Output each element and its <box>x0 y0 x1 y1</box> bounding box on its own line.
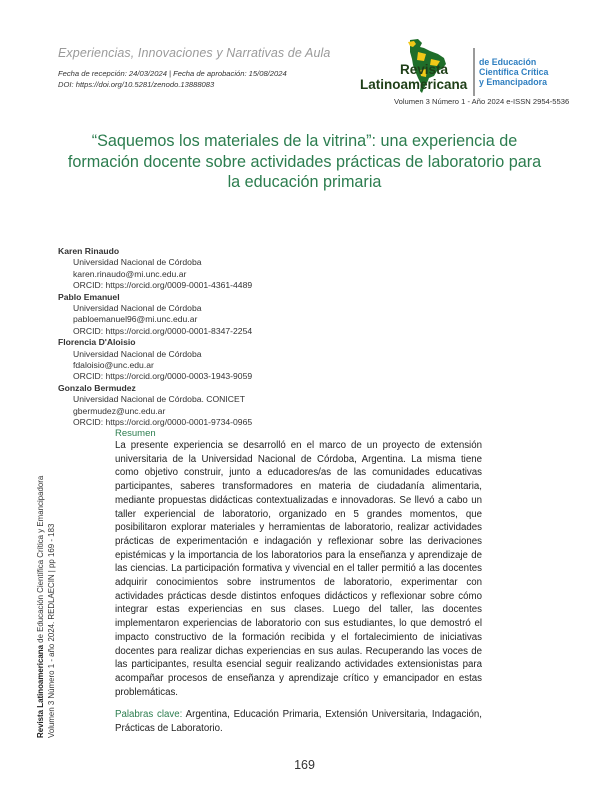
author-name: Pablo Emanuel <box>58 291 120 302</box>
author-orcid[interactable]: ORCID: https://orcid.org/0009-0001-4361-4489 <box>73 280 253 291</box>
author-name: Florencia D'Aloisio <box>58 337 136 348</box>
author-orcid[interactable]: ORCID: https://orcid.org/0000-0001-9734-0965 <box>73 417 253 428</box>
logo-word-revista: Revista <box>400 62 449 77</box>
spine-journal-line <box>36 476 47 738</box>
author-email[interactable]: karen.rinaudo@mi.unc.edu.ar <box>73 268 187 279</box>
author-affiliation: Universidad Nacional de Córdoba <box>73 257 202 268</box>
spine-citation <box>36 476 57 738</box>
author-email[interactable]: gbermudez@unc.edu.ar <box>73 405 166 416</box>
author-email[interactable]: fdaloisio@unc.edu.ar <box>73 360 154 371</box>
author-affiliation: Universidad Nacional de Córdoba. CONICET <box>73 394 245 405</box>
logo-subtitle-line: y Emancipadora <box>479 77 547 87</box>
spine-journal-name: Revista Latinoamericana <box>36 645 45 738</box>
logo-word-latinoamericana: Latinoamericana <box>360 77 468 92</box>
author-email[interactable]: pabloemanuel96@mi.unc.edu.ar <box>73 314 198 325</box>
author-affiliation: Universidad Nacional de Córdoba <box>73 348 202 359</box>
keywords-label: Palabras clave: <box>115 709 183 720</box>
logo-subtitle-line: Científica Crítica <box>479 67 549 77</box>
keywords-paragraph <box>115 708 482 735</box>
author-name: Karen Rinaudo <box>58 246 120 256</box>
spine-journal-rest: de Educación Científica Crítica y Emancipadora <box>36 475 45 646</box>
author-list <box>58 246 252 429</box>
journal-logo <box>360 38 560 100</box>
abstract-heading: Resumen <box>115 428 156 439</box>
author-block <box>58 383 252 429</box>
author-block <box>58 292 252 338</box>
author-name: Gonzalo Bermudez <box>58 382 136 393</box>
logo-divider <box>473 48 475 96</box>
issue-info: Volumen 3 Número 1 - Año 2024 e-ISSN 2954-5536 <box>394 97 570 106</box>
logo-subtitle-line: de Educación <box>479 57 537 67</box>
keywords-list: Argentina, Educación Primaria, Extensión Universitaria, Indagación, Prácticas de Laboratorio. <box>115 709 483 734</box>
reception-dates: Fecha de recepción: 24/03/2024 | Fecha de aprobación: 15/08/2024 <box>58 69 287 78</box>
author-orcid[interactable]: ORCID: https://orcid.org/0000-0001-8347-2254 <box>73 325 253 336</box>
author-affiliation: Universidad Nacional de Córdoba <box>73 303 202 314</box>
author-block <box>58 246 252 292</box>
section-title: Experiencias, Innovaciones y Narrativas de Aula <box>58 46 331 60</box>
abstract-text: La presente experiencia se desarrolló en el marco de un proyecto de extensión universitaria de la Universidad Nacional de Córdoba, Argentina. La misma tiene como objetivo construir, junto a educadores/as de las comunidades educativas participantes, saberes transformadores en materia de ciudadanía alimentaria, mediante propuestas didácticas contextualizadas e innovadoras. Se llevó a cabo un taller experiencial de laboratorio, organizado en 5 grandes momentos, que posibilitaron explorar materiales y herramientas de laboratorio, realizar actividades prácticas de experimentación e indagación y reflexionar sobre las derivaciones epistémicas y la importancia de los laboratorios para la enseñanza y aprendizaje de las ciencias. La participación formativa y vivencial en el taller permitió a las docentes adquirir conocimientos sobre instrumentos de laboratorio, experimentar con actividades prácticas desde distintos enfoques didácticos y reflexionar sobre cómo integrar estas experiencias en sus clases. Luego del taller, las docentes implementaron experiencias de laboratorio con sus estudiantes, lo que demostró el impacto constructivo de la formación recibida y el fortalecimiento de iniciativas docentes para realizar dichas experiencias en sus aulas. Recuperando las voces de las participantes, resulta esencial seguir realizando actividades extensionistas para acompañar procesos de enseñanza y aprendizaje crítico y emancipador en estas problemáticas. <box>115 440 482 698</box>
spine-issue-details: Volumen 3 Número 1 - año 2024. REDLAECIN | pp 169 - 183 <box>46 523 56 738</box>
author-orcid[interactable]: ORCID: https://orcid.org/0000-0003-1943-9059 <box>73 371 253 382</box>
author-block <box>58 337 252 383</box>
doi-line: DOI: https://doi.org/10.5281/zenodo.13888083 <box>58 80 215 89</box>
page-number: 169 <box>294 758 315 772</box>
article-title: “Saquemos los materiales de la vitrina”: una experiencia de formación docente sobre actividades prácticas de laboratorio para la educación primaria <box>67 132 542 191</box>
